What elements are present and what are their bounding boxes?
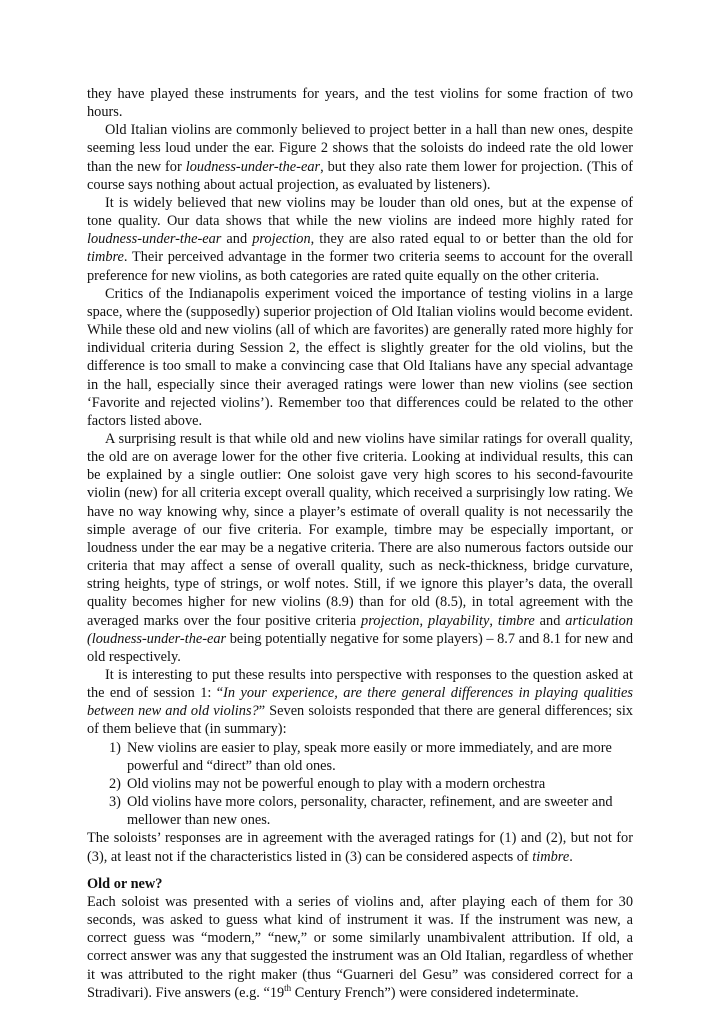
paragraph-session-question	[87, 666, 633, 739]
text-run: Old Italian violins are commonly believed to project better in a hall than new ones, despite seeming less loud under the ear. Figure 2 shows that the soloists do indeed rate the old lower than the new for	[87, 122, 633, 175]
list-number: 3)	[109, 794, 121, 811]
text-run: It is interesting to put these results into perspective with responses to the question asked at the end of session 1: “	[87, 667, 633, 702]
text-run: .	[569, 848, 573, 865]
body-text: Each soloist was presented with a series of violins and, after playing each of them for 30 seconds, was asked to guess what kind of instrument it was. If the instrument was new, a correct guess was “modern,” “new,” or some similarly unambivalent attribution. If old, a correct answer was any that suggested the instrument was an Old Italian, regardless of whether it was attributed to the right maker (thus “Guarneri del Gesu” was considered correct for a Stradivari). Five answers (e.g. “19	[87, 893, 633, 1001]
italic-text: loudness-under-the-ear	[185, 158, 321, 175]
text-run: It is widely believed that new violins may be louder than old ones, but at the expense of tone quality. Our data shows that while the new violins are indeed more highly rated for	[87, 194, 633, 230]
list-item	[109, 775, 633, 793]
text-run: , they are also rated equal to or better than the old for	[310, 231, 634, 248]
italic-text: (loudness-under-the-ear	[87, 630, 227, 647]
list-number: 1)	[109, 739, 121, 756]
paragraph-old-or-new	[87, 893, 633, 1002]
list-item	[109, 793, 633, 829]
text-run: ,	[419, 612, 428, 629]
paragraph-indianapolis: Critics of the Indianapolis experiment voiced the importance of testing violins in a large space, where the (supposedly) superior projection of Old Italian violins would become evident. While these old and new violins (all of which are favorites) are generally rated more highly for individual criteria during Session 2, the effect is slightly greater for the old violins, but the difference is too small to make a convincing case that Old Italians have any special advantage in the hall, especially since their averaged ratings were lower than new violins (see section ‘Favorite and rejected violins’). Remember too that differences could be related to the other factors listed above.	[87, 285, 633, 429]
text-run: being potentially negative for some players) – 8.7 and 8.1 for new and old respectively.	[87, 630, 633, 665]
italic-text: In your experience, are there general differences in playing qualities between new and old violins?	[87, 685, 633, 720]
list-text: Old violins may not be powerful enough to play with a modern orchestra	[127, 775, 546, 792]
list-number: 2)	[109, 775, 121, 792]
text-run: ,	[489, 612, 498, 629]
italic-text: projection	[252, 231, 311, 248]
text-run: A surprising result is that while old and new violins have similar ratings for overall quality, the old are on average lower for the other five criteria. Looking at individual results, this can be explained by a single outlier: One soloist gave very high scores to his second-favourite violin (new) for all criteria except overall quality, which received a surprisingly low rating. We have no way knowing why, since a player’s estimate of overall quality is not necessarily the simple average of our five criteria. For example, timbre may be especially important, or loudness under the ear may be a negative criteria. There are also numerous factors outside our criteria that may affect a sense of overall quality, such as neck-thickness, bridge curvature, string heights, type of strings, or wolf notes. Still, if we ignore this player’s data, the overall quality becomes higher for new violins (8.9) than for old (8.5), in total agreement with the averaged marks over the four positive criteria	[87, 430, 633, 629]
italic-text: articulation	[565, 612, 634, 629]
text-run: . Their perceived advantage in the former two criteria seems to account for the overall preference for new violins, as both categories are rated quite equally on the other criteria.	[87, 249, 633, 284]
paragraph-continuation: they have played these instruments for years, and the test violins for some fraction of two hours.	[87, 86, 633, 121]
section-heading: Old or new?	[87, 875, 163, 892]
paragraph-projection	[87, 121, 633, 194]
italic-text: playability	[427, 612, 490, 629]
italic-text: timbre	[497, 612, 535, 629]
document-page	[87, 85, 633, 1002]
text-run: and	[534, 612, 566, 629]
italic-text: projection	[361, 612, 420, 629]
italic-text: timbre	[532, 848, 570, 865]
italic-text: timbre	[87, 249, 124, 266]
text-run: ” Seven soloists responded that there are general differences; six of them believe that (in summary):	[87, 703, 633, 738]
superscript: th	[284, 982, 292, 993]
list-text-continued: powerful and “direct” than old ones.	[127, 757, 336, 774]
list-text: New violins are easier to play, speak more easily or more immediately, and are more	[127, 739, 612, 756]
responses-list	[87, 739, 633, 830]
list-text-continued: mellower than new ones.	[127, 812, 271, 829]
body-text-end: Century French”) were considered indeterminate.	[291, 984, 579, 1001]
text-run: and	[221, 231, 253, 248]
italic-text: loudness-under-the-ear	[87, 231, 222, 248]
paragraph-surprising-result	[87, 430, 633, 666]
text-run: , but they also rate them lower for projection. (This of course says nothing about actual projection, as evaluated by listeners).	[87, 158, 633, 193]
list-text: Old violins have more colors, personality, character, refinement, and are sweeter and	[127, 794, 613, 811]
paragraph-after-list	[87, 829, 633, 865]
paragraph-loudness	[87, 194, 633, 285]
list-item	[109, 739, 633, 775]
text-run: The soloists’ responses are in agreement with the averaged ratings for (1) and (2), but not for (3), at least not if the characteristics listed in (3) can be considered aspects of	[87, 830, 633, 865]
